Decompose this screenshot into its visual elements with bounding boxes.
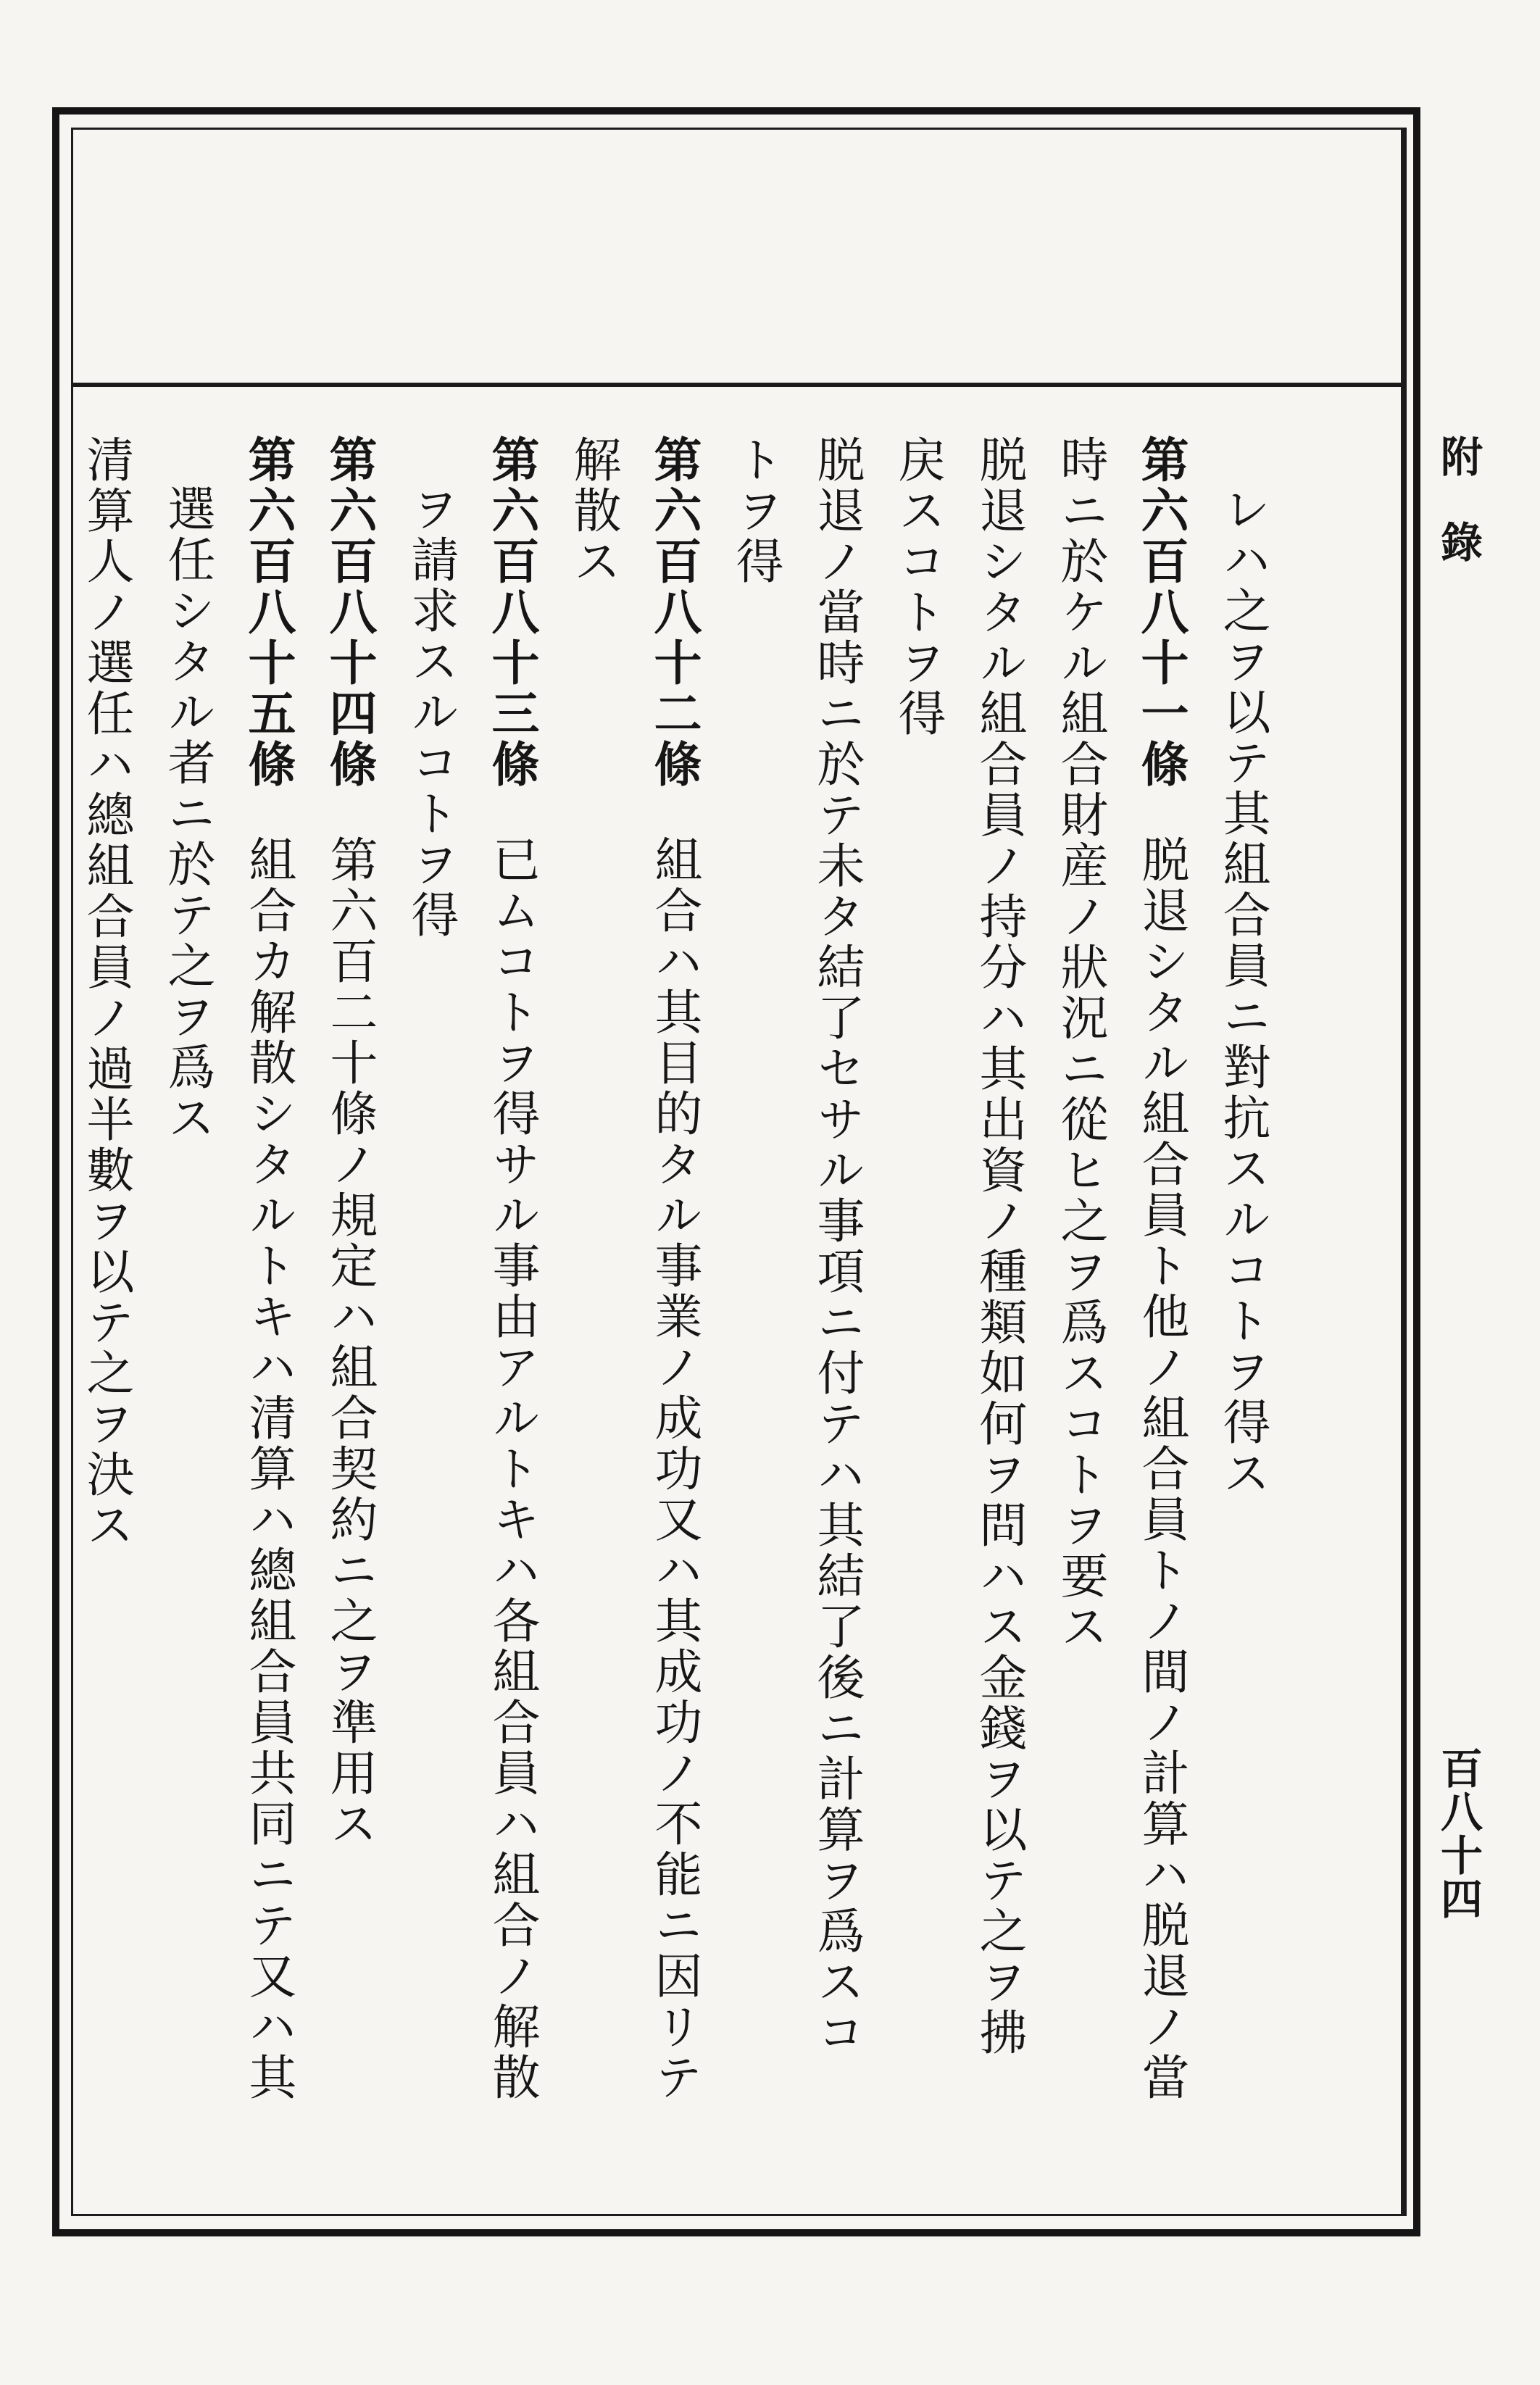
text-column xyxy=(877,435,958,2145)
article-label: 第六百八十二條 xyxy=(646,435,702,790)
header-rule xyxy=(71,383,1403,387)
column-text: ヲ請求スルコトヲ得 xyxy=(403,484,459,941)
column-text: 脱退シタル組合員ト他ノ組合員トノ間ノ計算ハ脱退ノ當 xyxy=(1133,835,1189,2103)
text-column xyxy=(146,435,228,2145)
page-number: 百八十四 xyxy=(1433,1747,1483,1920)
text-column xyxy=(65,435,146,2145)
text-column xyxy=(552,435,633,2145)
text-column xyxy=(958,435,1039,2145)
column-text: 脱退ノ當時ニ於テ未タ結了セサル事項ニ付テハ其結了後ニ計算ヲ爲スコ xyxy=(809,435,865,2058)
spacer xyxy=(1161,790,1162,835)
article-label: 第六百八十三條 xyxy=(483,435,540,790)
spacer xyxy=(674,790,675,835)
article-column xyxy=(228,435,309,2145)
column-text: 解散ス xyxy=(565,435,621,587)
margin-rule xyxy=(1403,128,1407,2216)
text-column xyxy=(390,435,471,2145)
spacer xyxy=(268,790,269,835)
spacer xyxy=(349,790,350,835)
body-text xyxy=(78,435,1283,2145)
column-text: 戻スコトヲ得 xyxy=(890,435,946,739)
column-text: 清算人ノ選任ハ總組合員ノ過半數ヲ以テ之ヲ決ス xyxy=(78,435,134,1551)
column-text: 組合カ解散シタルトキハ清算ハ總組合員共同ニテ又ハ其 xyxy=(241,835,296,2103)
running-head-title: 附錄 xyxy=(1433,435,1483,606)
article-column xyxy=(633,435,715,2145)
column-text: 時ニ於ケル組合財産ノ狀況ニ從ヒ之ヲ爲スコトヲ要ス xyxy=(1052,435,1108,1652)
column-text: 第六百二十條ノ規定ハ組合契約ニ之ヲ準用ス xyxy=(322,835,378,1849)
text-column xyxy=(796,435,877,2145)
article-label: 第六百八十五條 xyxy=(240,435,296,790)
text-column xyxy=(715,435,796,2145)
article-label: 第六百八十四條 xyxy=(321,435,378,790)
text-column xyxy=(1039,435,1120,2145)
article-column xyxy=(1120,435,1202,2145)
column-text: レハ之ヲ以テ其組合員ニ對抗スルコトヲ得ス xyxy=(1215,484,1270,1499)
column-text: トヲ得 xyxy=(728,435,783,587)
article-label: 第六百八十一條 xyxy=(1133,435,1189,790)
column-text: 脱退シタル組合員ノ持分ハ其出資ノ種類如何ヲ問ハス金錢ヲ以テ之ヲ拂 xyxy=(971,435,1027,2058)
article-column xyxy=(309,435,390,2145)
column-text: 選任シタル者ニ於テ之ヲ爲ス xyxy=(159,484,215,1144)
article-column xyxy=(471,435,552,2145)
column-text: 已ムコトヲ得サル事由アルトキハ各組合員ハ組合ノ解散 xyxy=(484,835,540,2103)
column-text: 組合ハ其目的タル事業ノ成功又ハ其成功ノ不能ニ因リテ xyxy=(646,835,702,2103)
text-column xyxy=(1202,435,1283,2145)
